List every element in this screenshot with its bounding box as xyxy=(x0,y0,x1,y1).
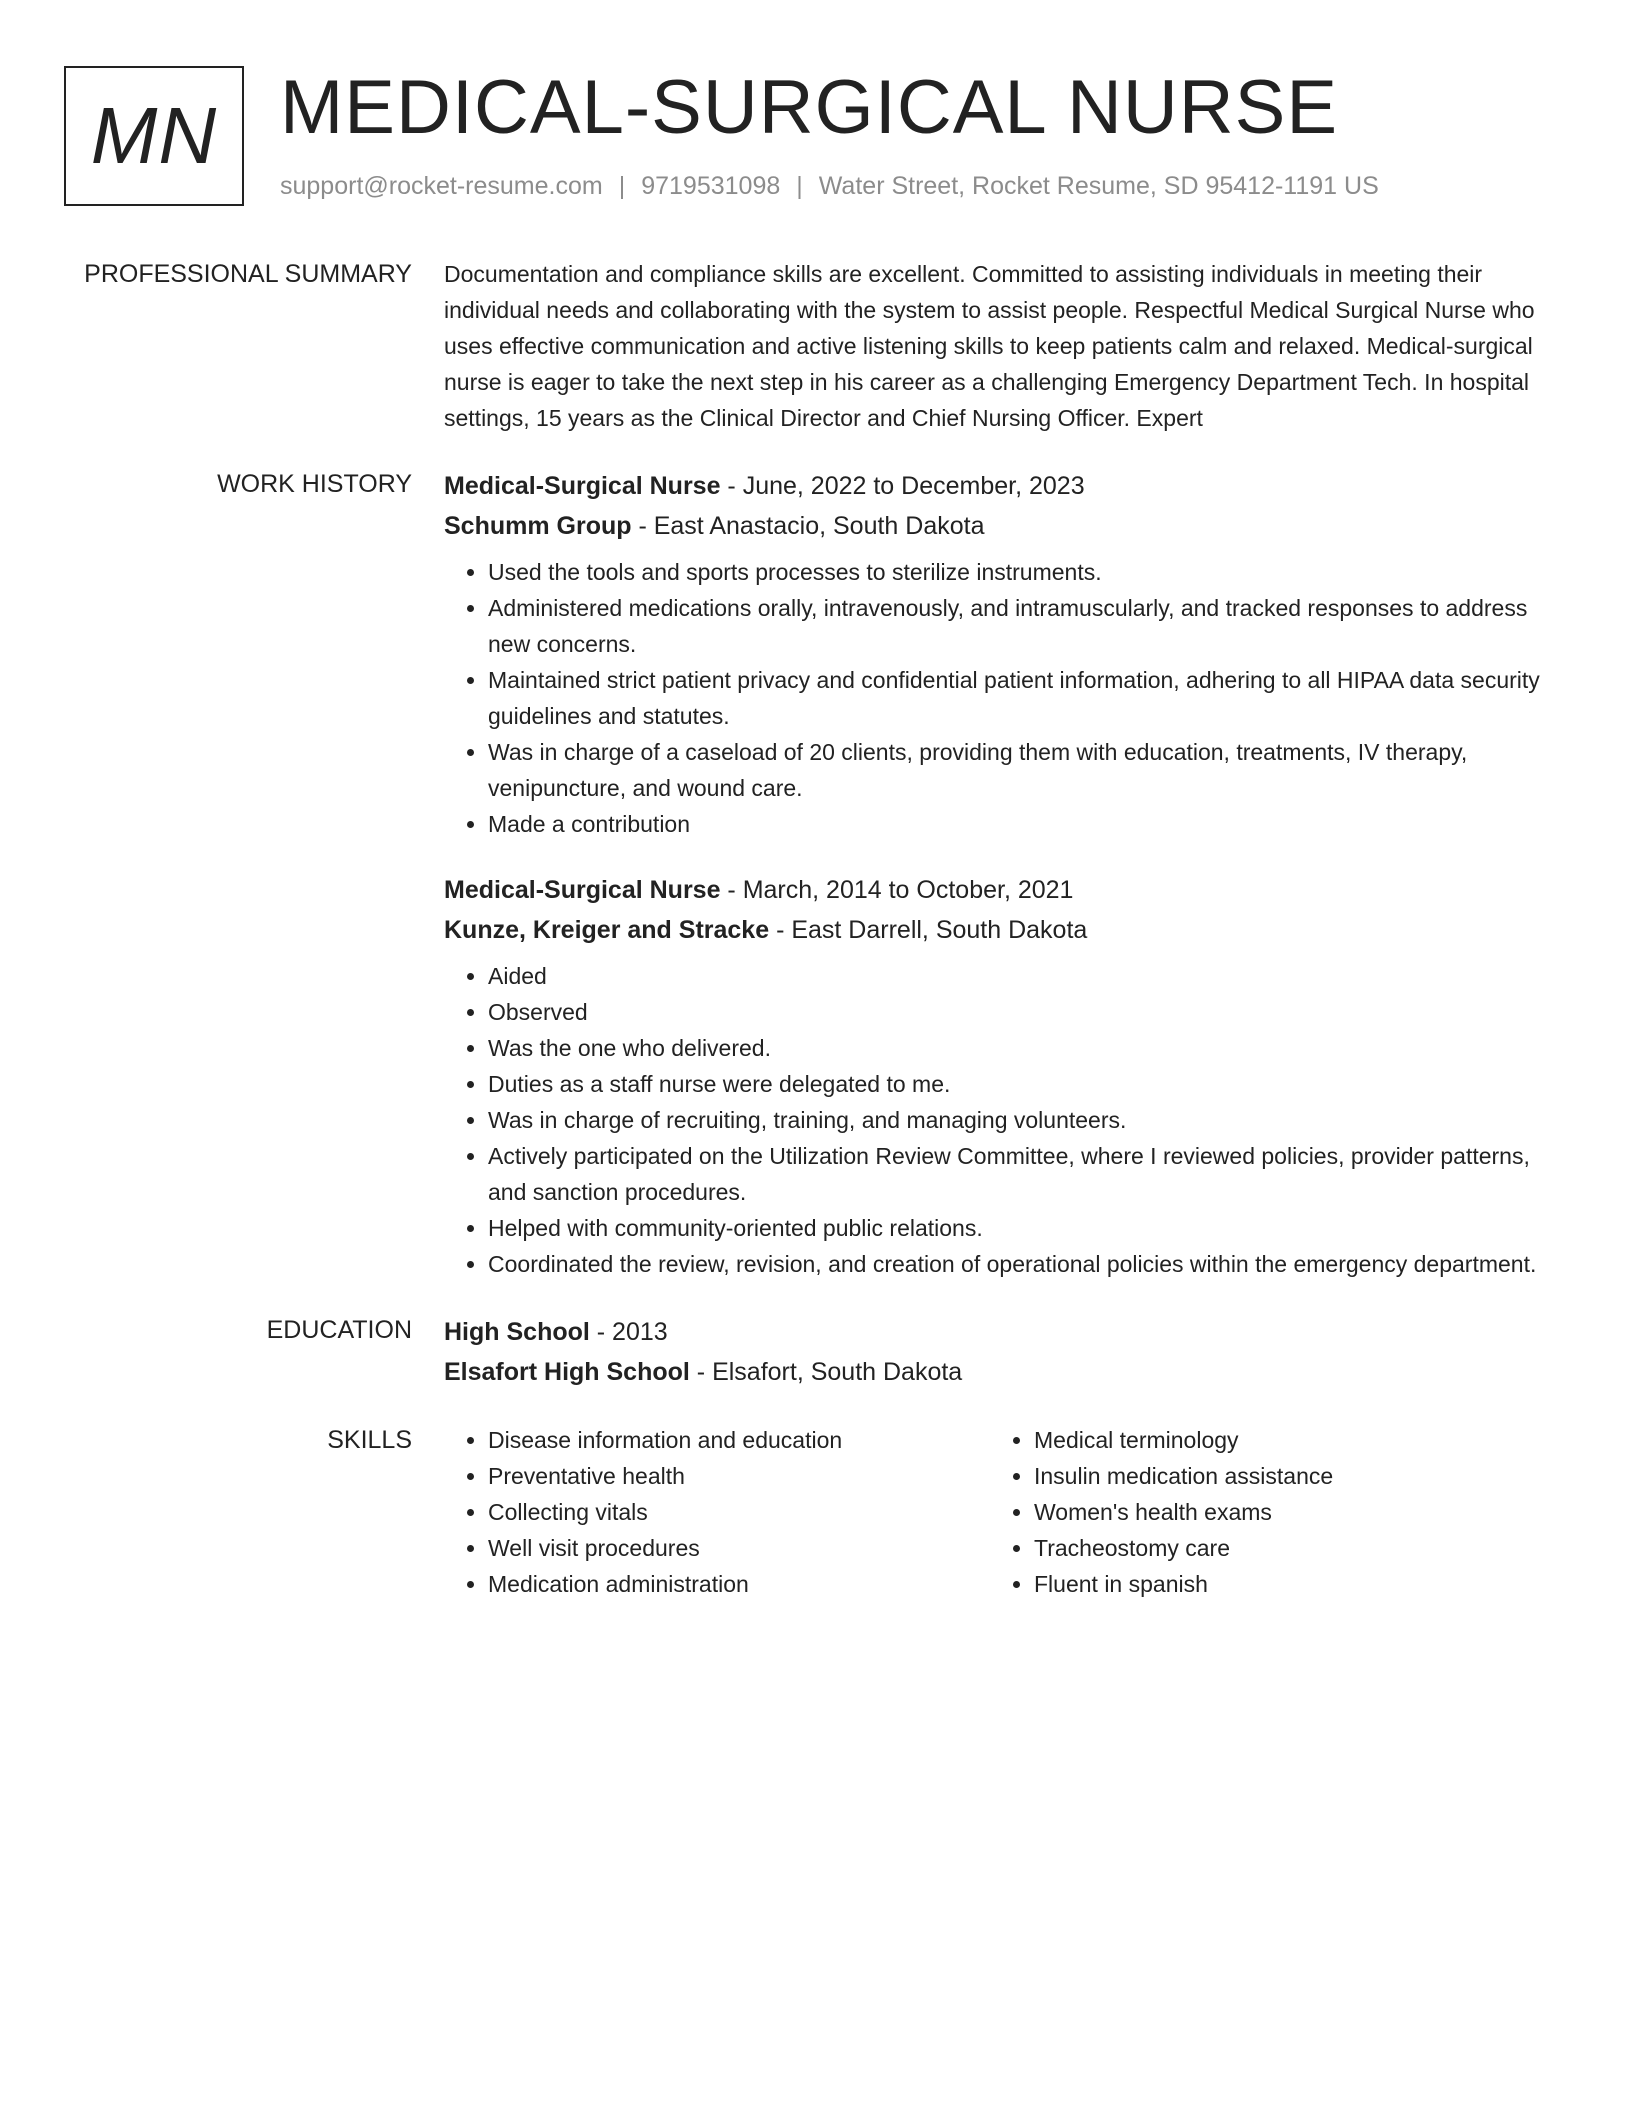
section-label-education: EDUCATION xyxy=(266,1316,412,1344)
job-employer: Schumm Group xyxy=(444,512,632,540)
skills-list-right xyxy=(990,1422,1536,1602)
list-item: • Medication administration xyxy=(488,1566,990,1602)
job-dates: - March, 2014 to October, 2021 xyxy=(720,876,1074,904)
education-degree-line xyxy=(444,1312,1564,1352)
job-entry xyxy=(444,870,1564,1282)
list-item: • Observed xyxy=(488,994,1564,1030)
education-location: - Elsafort, South Dakota xyxy=(689,1358,963,1386)
section-label-skills: SKILLS xyxy=(327,1426,412,1454)
education-body xyxy=(444,1312,1564,1392)
list-item: • Made a contribution xyxy=(488,806,1564,842)
job-title-line xyxy=(444,466,1564,506)
job-bullets xyxy=(444,958,1564,1282)
list-item: • Administered medications orally, intravenously, and intramuscularly, and tracked responses to address new concerns. xyxy=(488,590,1564,662)
contact-separator: | xyxy=(618,172,626,200)
job-employer-line xyxy=(444,910,1564,950)
contact-separator: | xyxy=(796,172,803,200)
skills-section xyxy=(0,1422,1632,1602)
job-title-line xyxy=(444,870,1564,910)
job-location: - East Anastacio, South Dakota xyxy=(631,512,985,540)
list-item: • Medical terminology xyxy=(1034,1422,1536,1458)
resume-header xyxy=(64,66,1564,216)
list-item: • Disease information and education xyxy=(488,1422,990,1458)
list-item: • Coordinated the review, revision, and creation of operational policies within the emergency department. xyxy=(488,1246,1564,1282)
list-item: • Women's health exams xyxy=(1034,1494,1536,1530)
education-school: Elsafort High School xyxy=(444,1358,690,1386)
resume-content xyxy=(0,256,1632,1632)
list-item: • Used the tools and sports processes to sterilize instruments. xyxy=(488,554,1564,590)
education-year: - 2013 xyxy=(589,1318,668,1346)
list-item: • Fluent in spanish xyxy=(1034,1566,1536,1602)
work-history-section xyxy=(0,466,1632,1282)
section-label-summary: PROFESSIONAL SUMMARY xyxy=(84,260,412,288)
list-item: • Actively participated on the Utilization Review Committee, where I reviewed policies, provider patterns, and sanction procedures. xyxy=(488,1138,1564,1210)
list-item: • Tracheostomy care xyxy=(1034,1530,1536,1566)
list-item: • Preventative health xyxy=(488,1458,990,1494)
job-employer: Kunze, Kreiger and Stracke xyxy=(444,916,770,944)
skills-list-left xyxy=(444,1422,990,1602)
list-item: • Insulin medication assistance xyxy=(1034,1458,1536,1494)
job-title: Medical-Surgical Nurse xyxy=(444,472,721,500)
list-item: • Was the one who delivered. xyxy=(488,1030,1564,1066)
contact-line xyxy=(280,172,1379,201)
education-section xyxy=(0,1312,1632,1392)
work-history-body xyxy=(444,466,1564,1282)
job-location: - East Darrell, South Dakota xyxy=(769,916,1088,944)
job-bullets xyxy=(444,554,1564,842)
education-degree: High School xyxy=(444,1318,590,1346)
contact-phone[interactable]: 9719531098 xyxy=(641,172,781,200)
education-school-line xyxy=(444,1352,1564,1392)
section-label-work-history: WORK HISTORY xyxy=(217,470,412,498)
list-item: • Aided xyxy=(488,958,1564,994)
list-item: • Duties as a staff nurse were delegated to me. xyxy=(488,1066,1564,1102)
list-item: • Was in charge of a caseload of 20 clients, providing them with education, treatments, IV therapy, venipuncture, and wound care. xyxy=(488,734,1564,806)
job-employer-line xyxy=(444,506,1564,546)
summary-section xyxy=(0,256,1632,436)
job-title: Medical-Surgical Nurse xyxy=(444,876,721,904)
contact-email[interactable]: support@rocket-resume.com xyxy=(280,172,603,200)
job-entry xyxy=(444,466,1564,842)
contact-address: Water Street, Rocket Resume, SD 95412-1191 US xyxy=(818,172,1379,200)
list-item: • Helped with community-oriented public relations. xyxy=(488,1210,1564,1246)
list-item: • Well visit procedures xyxy=(488,1530,990,1566)
candidate-name: MEDICAL-SURGICAL NURSE xyxy=(280,65,1339,150)
list-item: • Collecting vitals xyxy=(488,1494,990,1530)
job-dates: - June, 2022 to December, 2023 xyxy=(720,472,1085,500)
skills-body xyxy=(444,1422,1564,1602)
summary-text: Documentation and compliance skills are excellent. Committed to assisting individuals in meeting their individual needs and collaborating with the system to assist people. Respectful Medical Surgical Nurse who uses effective communication and active listening skills to keep patients calm and relaxed. Medical-surgical nurse is eager to take the next step in his career as a challenging Emergency Department Tech. In hospital settings, 15 years as the Clinical Director and Chief Nursing Officer. Expert xyxy=(444,261,1535,431)
list-item: • Maintained strict patient privacy and confidential patient information, adhering to all HIPAA data security guidelines and statutes. xyxy=(488,662,1564,734)
monogram-logo: MN xyxy=(64,66,244,206)
list-item: • Was in charge of recruiting, training, and managing volunteers. xyxy=(488,1102,1564,1138)
